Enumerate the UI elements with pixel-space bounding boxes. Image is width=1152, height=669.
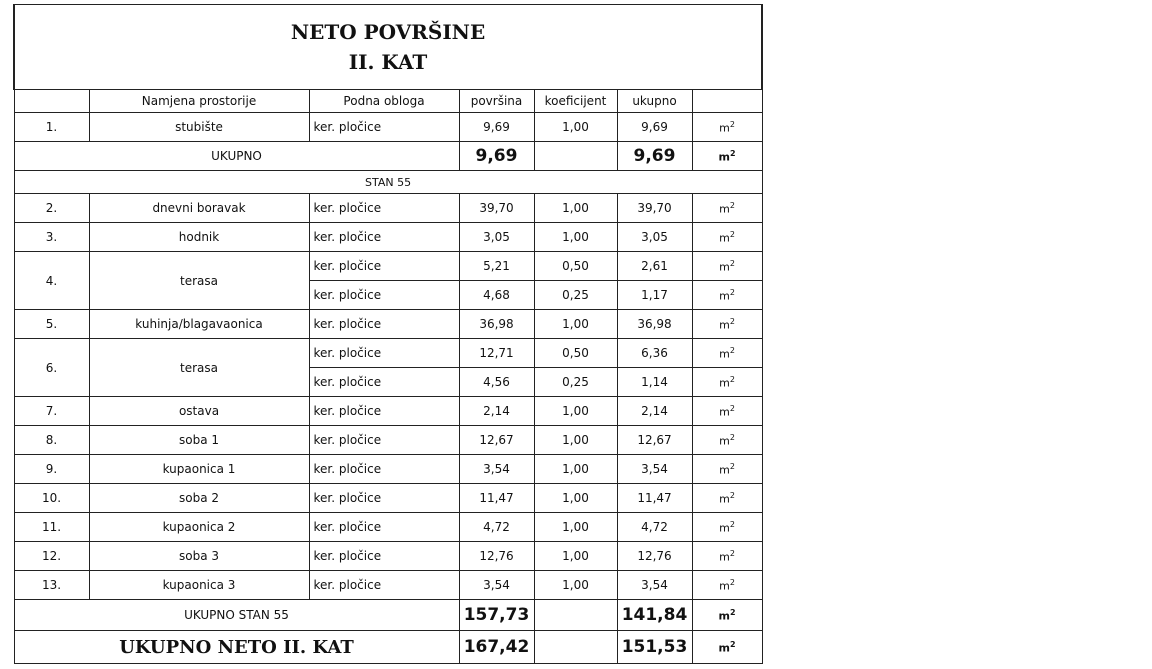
unit-cell: [692, 631, 762, 664]
header-unit: [692, 90, 762, 113]
area-value: 9,69: [459, 113, 534, 142]
total-value: 11,47: [617, 484, 692, 513]
coefficient-value: 1,00: [534, 223, 617, 252]
block1-total-label: UKUPNO: [14, 142, 459, 171]
unit-cell: [692, 223, 762, 252]
unit-exponent: 2: [729, 119, 735, 129]
total-value: 6,36: [617, 339, 692, 368]
total-value: 2,61: [617, 252, 692, 281]
unit-exponent: 2: [729, 461, 735, 471]
grand-total-total: 151,53: [617, 631, 692, 664]
unit-cell: [692, 455, 762, 484]
floor-covering: ker. pločice: [309, 368, 459, 397]
unit-label: m: [718, 641, 730, 655]
unit-exponent: 2: [729, 148, 736, 158]
floor-covering: ker. pločice: [309, 484, 459, 513]
area-value: 4,68: [459, 281, 534, 310]
unit-label: m: [719, 289, 730, 303]
header-no: [14, 90, 89, 113]
room-name: soba 2: [89, 484, 309, 513]
neto-area-table: [13, 4, 763, 664]
area-value: 3,05: [459, 223, 534, 252]
total-value: 3,54: [617, 571, 692, 600]
unit-label: m: [719, 260, 730, 274]
unit-exponent: 2: [729, 607, 736, 617]
room-name: hodnik: [89, 223, 309, 252]
table-row: [14, 113, 762, 142]
row-number: 10.: [14, 484, 89, 513]
coefficient-value: 1,00: [534, 542, 617, 571]
floor-covering: ker. pločice: [309, 571, 459, 600]
unit-cell: [692, 368, 762, 397]
coefficient-value: 1,00: [534, 397, 617, 426]
title-line-1: NETO POVRŠINE: [290, 20, 486, 44]
floor-covering: ker. pločice: [309, 426, 459, 455]
unit-label: m: [719, 376, 730, 390]
floor-covering: ker. pločice: [309, 339, 459, 368]
unit-cell: [692, 339, 762, 368]
room-name: soba 1: [89, 426, 309, 455]
header-total: ukupno: [617, 90, 692, 113]
total-value: 1,14: [617, 368, 692, 397]
unit-cell: [692, 252, 762, 281]
row-number: 4.: [14, 252, 89, 310]
unit-exponent: 2: [729, 519, 735, 529]
unit-label: m: [719, 121, 730, 135]
unit-exponent: 2: [729, 639, 736, 649]
unit-label: m: [719, 405, 730, 419]
unit-cell: [692, 142, 762, 171]
room-name: kupaonica 2: [89, 513, 309, 542]
table-row: [14, 484, 762, 513]
area-value: 12,71: [459, 339, 534, 368]
table-row: [14, 339, 762, 368]
coefficient-value: 1,00: [534, 455, 617, 484]
row-number: 2.: [14, 194, 89, 223]
unit-cell: [692, 513, 762, 542]
coefficient-value: 1,00: [534, 113, 617, 142]
row-number: 5.: [14, 310, 89, 339]
room-name: terasa: [89, 339, 309, 397]
unit-exponent: 2: [729, 287, 735, 297]
coefficient-value: 1,00: [534, 484, 617, 513]
total-value: 3,54: [617, 455, 692, 484]
unit-cell: [692, 397, 762, 426]
room-name: kupaonica 3: [89, 571, 309, 600]
table-row: [14, 310, 762, 339]
row-number: 6.: [14, 339, 89, 397]
total-value: 2,14: [617, 397, 692, 426]
empty-cell: [534, 600, 617, 631]
room-name: terasa: [89, 252, 309, 310]
grand-total-row: [14, 631, 762, 664]
table-title: [14, 5, 762, 90]
grand-total-label: UKUPNO NETO II. KAT: [14, 631, 459, 664]
floor-covering: ker. pločice: [309, 397, 459, 426]
unit-label: m: [719, 492, 730, 506]
stan-total-label: UKUPNO STAN 55: [14, 600, 459, 631]
floor-covering: ker. pločice: [309, 310, 459, 339]
coefficient-value: 0,50: [534, 252, 617, 281]
floor-covering: ker. pločice: [309, 542, 459, 571]
room-name: kupaonica 1: [89, 455, 309, 484]
stan-total-area: 157,73: [459, 600, 534, 631]
total-value: 1,17: [617, 281, 692, 310]
table-row: [14, 513, 762, 542]
room-name: stubište: [89, 113, 309, 142]
row-number: 8.: [14, 426, 89, 455]
total-value: 9,69: [617, 113, 692, 142]
unit-cell: [692, 571, 762, 600]
unit-cell: [692, 310, 762, 339]
header-room-purpose: Namjena prostorije: [89, 90, 309, 113]
unit-exponent: 2: [729, 548, 735, 558]
unit-exponent: 2: [729, 577, 735, 587]
area-value: 12,67: [459, 426, 534, 455]
block1-total-row: [14, 142, 762, 171]
block1-total-area: 9,69: [459, 142, 534, 171]
room-name: soba 3: [89, 542, 309, 571]
unit-exponent: 2: [729, 345, 735, 355]
total-value: 36,98: [617, 310, 692, 339]
coefficient-value: 0,25: [534, 281, 617, 310]
total-value: 4,72: [617, 513, 692, 542]
coefficient-value: 1,00: [534, 426, 617, 455]
area-value: 12,76: [459, 542, 534, 571]
area-value: 39,70: [459, 194, 534, 223]
row-number: 9.: [14, 455, 89, 484]
row-number: 7.: [14, 397, 89, 426]
table-row: [14, 542, 762, 571]
coefficient-value: 1,00: [534, 571, 617, 600]
header-area: površina: [459, 90, 534, 113]
area-value: 5,21: [459, 252, 534, 281]
unit-label: m: [718, 150, 730, 164]
unit-cell: [692, 600, 762, 631]
header-floor-covering: Podna obloga: [309, 90, 459, 113]
unit-exponent: 2: [729, 316, 735, 326]
floor-covering: ker. pločice: [309, 513, 459, 542]
block1-total-total: 9,69: [617, 142, 692, 171]
area-value: 4,72: [459, 513, 534, 542]
table-row: [14, 397, 762, 426]
unit-cell: [692, 542, 762, 571]
unit-label: m: [719, 347, 730, 361]
row-number: 1.: [14, 113, 89, 142]
table-row: [14, 426, 762, 455]
area-value: 4,56: [459, 368, 534, 397]
unit-exponent: 2: [729, 258, 735, 268]
unit-label: m: [719, 231, 730, 245]
row-number: 3.: [14, 223, 89, 252]
unit-cell: [692, 113, 762, 142]
floor-covering: ker. pločice: [309, 194, 459, 223]
unit-label: m: [719, 579, 730, 593]
area-value: 36,98: [459, 310, 534, 339]
area-value: 11,47: [459, 484, 534, 513]
coefficient-value: 0,25: [534, 368, 617, 397]
unit-cell: [692, 426, 762, 455]
unit-exponent: 2: [729, 490, 735, 500]
room-name: ostava: [89, 397, 309, 426]
total-value: 3,05: [617, 223, 692, 252]
stan-total-total: 141,84: [617, 600, 692, 631]
title-line-2: II. KAT: [348, 50, 428, 74]
coefficient-value: 1,00: [534, 194, 617, 223]
total-value: 39,70: [617, 194, 692, 223]
table-row: [14, 455, 762, 484]
unit-cell: [692, 281, 762, 310]
section-label: STAN 55: [14, 171, 762, 194]
unit-label: m: [719, 463, 730, 477]
unit-exponent: 2: [729, 229, 735, 239]
floor-covering: ker. pločice: [309, 281, 459, 310]
empty-cell: [534, 142, 617, 171]
coefficient-value: 1,00: [534, 513, 617, 542]
area-value: 3,54: [459, 571, 534, 600]
row-number: 13.: [14, 571, 89, 600]
row-number: 11.: [14, 513, 89, 542]
unit-exponent: 2: [729, 432, 735, 442]
floor-covering: ker. pločice: [309, 113, 459, 142]
unit-label: m: [719, 202, 730, 216]
floor-covering: ker. pločice: [309, 455, 459, 484]
empty-cell: [534, 631, 617, 664]
header-coefficient: koeficijent: [534, 90, 617, 113]
unit-label: m: [719, 521, 730, 535]
unit-exponent: 2: [729, 200, 735, 210]
coefficient-value: 0,50: [534, 339, 617, 368]
total-value: 12,76: [617, 542, 692, 571]
table-row: [14, 223, 762, 252]
unit-label: m: [719, 550, 730, 564]
unit-cell: [692, 194, 762, 223]
table-row: [14, 194, 762, 223]
unit-label: m: [719, 434, 730, 448]
row-number: 12.: [14, 542, 89, 571]
grand-total-area: 167,42: [459, 631, 534, 664]
unit-label: m: [719, 318, 730, 332]
coefficient-value: 1,00: [534, 310, 617, 339]
table-row: [14, 252, 762, 281]
floor-covering: ker. pločice: [309, 223, 459, 252]
room-name: kuhinja/blagavaonica: [89, 310, 309, 339]
table-title-row: [14, 5, 762, 90]
floor-covering: ker. pločice: [309, 252, 459, 281]
unit-label: m: [718, 609, 730, 623]
total-value: 12,67: [617, 426, 692, 455]
stan-total-row: [14, 600, 762, 631]
header-row: [14, 90, 762, 113]
area-value: 3,54: [459, 455, 534, 484]
section-row: [14, 171, 762, 194]
room-name: dnevni boravak: [89, 194, 309, 223]
unit-exponent: 2: [729, 374, 735, 384]
unit-exponent: 2: [729, 403, 735, 413]
area-table-sheet: [13, 4, 761, 664]
unit-cell: [692, 484, 762, 513]
table-row: [14, 571, 762, 600]
area-value: 2,14: [459, 397, 534, 426]
